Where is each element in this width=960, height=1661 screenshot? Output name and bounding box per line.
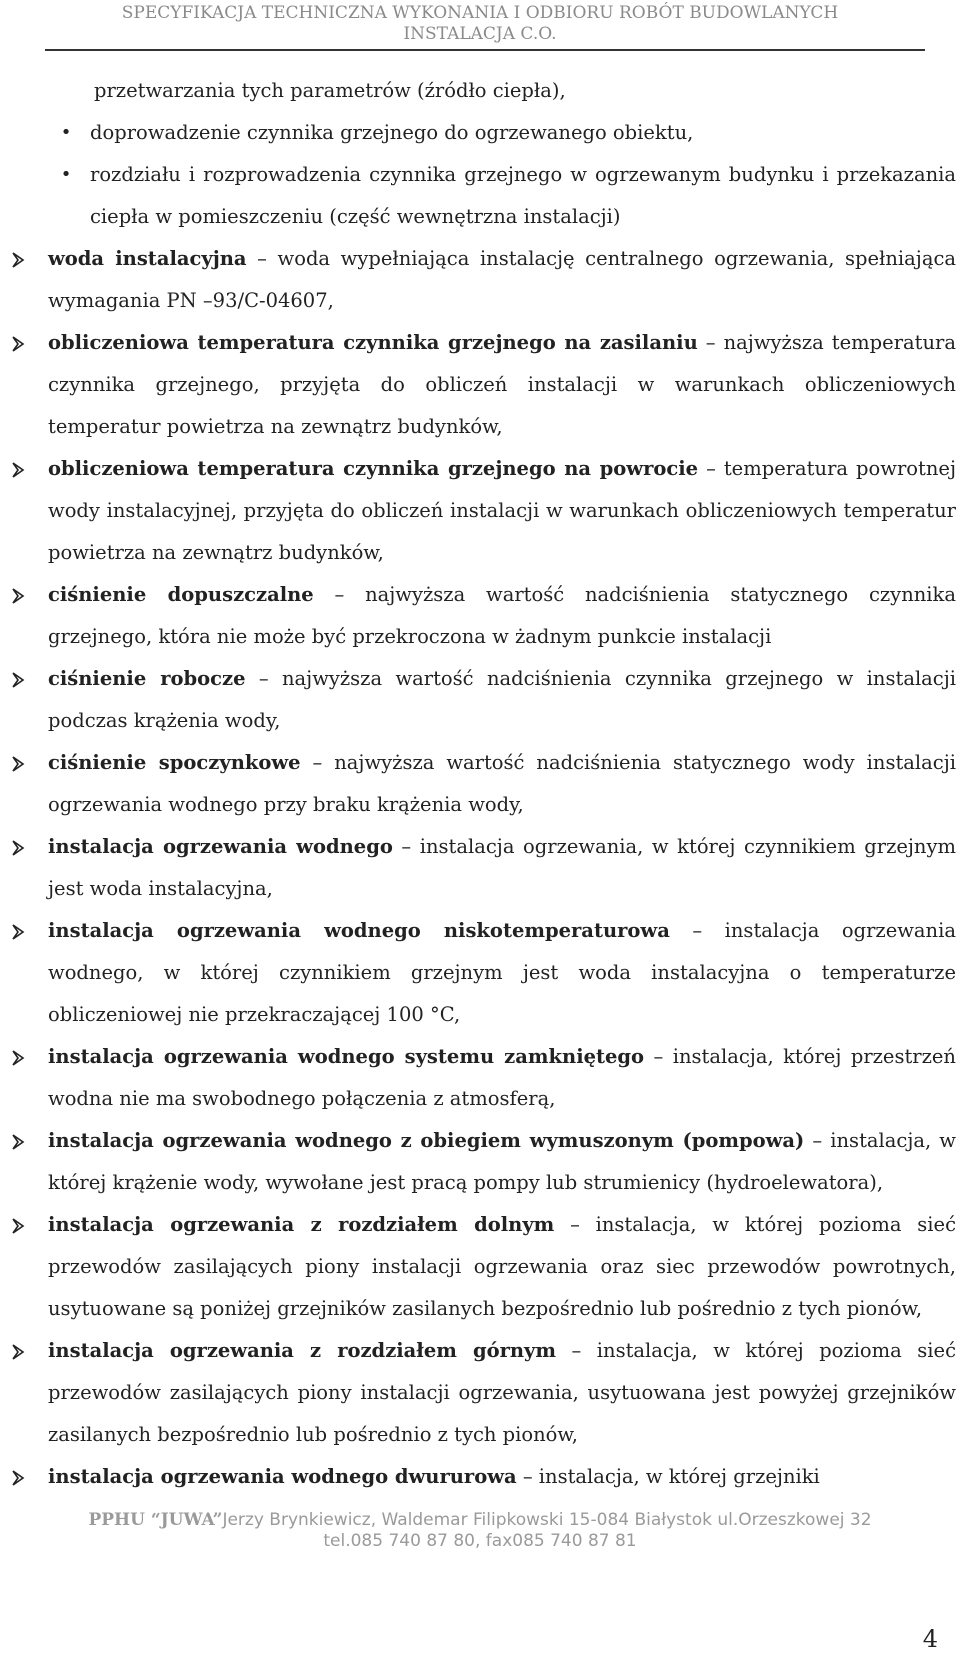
definition-text: – najwyższa wartość nadciśnienia czynnika grzejnego w instalacji podczas krążenia wody,: [48, 667, 957, 732]
list-item-text: doprowadzenie czynnika grzejnego do ogrzewanego obiektu,: [90, 121, 694, 144]
list-item-text: rozdziału i rozprowadzenia czynnika grzejnego w ogrzewanym budynku i przekazania ciepła w pomieszczeniu (część wewnętrzna instalacji): [90, 163, 956, 228]
definition-text: – instalacja ogrzewania wodnego, w której czynnikiem grzejnym jest woda instalacyjna o temperaturze obliczeniowej nie przekraczającej 100 °C,: [48, 919, 956, 1026]
footer-address: Jerzy Brynkiewicz, Waldemar Filipkowski 15-084 Białystok ul.Orzeszkowej 32: [222, 1510, 872, 1530]
definition-item: [48, 1456, 956, 1498]
definition-text: – najwyższa temperatura czynnika grzejnego, przyjęta do obliczeń instalacji w warunkach obliczeniowych temperatur powietrza na zewnątrz budynków,: [48, 331, 956, 438]
list-item: [48, 154, 956, 238]
definition-text: – temperatura powrotnej wody instalacyjnej, przyjęta do obliczeń instalacji w warunkach obliczeniowych temperatur powietrza na zewnątrz budynków,: [48, 457, 957, 564]
definition-item: [48, 448, 956, 574]
definition-term: woda instalacyjna: [48, 247, 247, 270]
definition-term: ciśnienie dopuszczalne: [48, 583, 314, 606]
definition-item: [48, 322, 956, 448]
footer-brand: PPHU “JUWA”: [88, 1510, 223, 1530]
definition-text: – instalacja, w której pozioma sieć przewodów zasilających piony instalacji ogrzewania oraz siec przewodów powrotnych, usytuowane są poniżej grzejników zasilanych bezpośrednio lub pośrednio z tych pionów,: [48, 1213, 956, 1320]
header-rule: [45, 49, 925, 51]
arrow-bullet-icon: [10, 1470, 26, 1486]
definition-item: [48, 1330, 956, 1456]
arrow-bullet-icon: [10, 1344, 26, 1360]
definition-item: [48, 826, 956, 910]
arrow-bullet-icon: [10, 252, 26, 268]
intro-continuation: przetwarzania tych parametrów (źródło ciepła),: [94, 79, 566, 102]
list-item: [48, 112, 956, 154]
definition-term: instalacja ogrzewania wodnego dwururowa: [48, 1465, 517, 1488]
definition-term: instalacja ogrzewania wodnego z obiegiem wymuszonym (pompowa): [48, 1129, 805, 1152]
footer-line-1: [0, 1510, 960, 1531]
definition-item: [48, 238, 956, 322]
definition-text: – instalacja ogrzewania, w której czynnikiem grzejnym jest woda instalacyjna,: [48, 835, 956, 900]
definition-item: [48, 574, 956, 658]
arrow-bullet-icon: [10, 462, 26, 478]
arrow-bullet-icon: [10, 588, 26, 604]
footer-contact: tel.085 740 87 80, fax085 740 87 81: [323, 1531, 637, 1551]
arrow-bullet-icon: [10, 756, 26, 772]
definition-term: ciśnienie robocze: [48, 667, 246, 690]
definition-term: instalacja ogrzewania z rozdziałem górnym: [48, 1339, 557, 1362]
definition-text: – instalacja, w której pozioma sieć przewodów zasilających piony instalacji ogrzewania, usytuowana jest powyżej grzejników zasilanych bezpośrednio lub pośrednio z tych pionów,: [48, 1339, 956, 1446]
header-subtitle: INSTALACJA C.O.: [403, 24, 557, 44]
definition-term: instalacja ogrzewania wodnego systemu zamkniętego: [48, 1045, 645, 1068]
arrow-bullet-icon: [10, 924, 26, 940]
arrow-bullet-icon: [10, 1050, 26, 1066]
arrow-bullet-icon: [10, 840, 26, 856]
definition-term: obliczeniowa temperatura czynnika grzejnego na zasilaniu: [48, 331, 698, 354]
definition-term: instalacja ogrzewania wodnego niskotemperaturowa: [48, 919, 670, 942]
definition-item: [48, 1036, 956, 1120]
definition-item: [48, 910, 956, 1036]
bullet-icon: •: [60, 122, 72, 143]
page-footer: [0, 1510, 960, 1552]
arrow-bullet-icon: [10, 1134, 26, 1150]
definition-text: – woda wypełniająca instalację centralnego ogrzewania, spełniająca wymagania PN –93/C-04607,: [48, 247, 957, 312]
definition-text: – najwyższa wartość nadciśnienia statycznego wody instalacji ogrzewania wodnego przy braku krążenia wody,: [48, 751, 956, 816]
definition-list: [48, 238, 956, 1498]
definition-term: obliczeniowa temperatura czynnika grzejnego na powrocie: [48, 457, 699, 480]
header-title: SPECYFIKACJA TECHNICZNA WYKONANIA I ODBIORU ROBÓT BUDOWLANYCH: [121, 3, 839, 23]
arrow-bullet-icon: [10, 1218, 26, 1234]
page-header: [0, 0, 960, 45]
definition-text: – instalacja, w której grzejniki: [516, 1465, 820, 1488]
page-number: 4: [922, 1625, 938, 1653]
definition-term: instalacja ogrzewania wodnego: [48, 835, 393, 858]
definition-text: – instalacja, w której krążenie wody, wywołane jest pracą pompy lub strumienicy (hydroelewatora),: [48, 1129, 956, 1194]
definition-item: [48, 1204, 956, 1330]
definition-item: [48, 658, 956, 742]
document-body: [48, 70, 956, 1498]
definition-text: – instalacja, której przestrzeń wodna nie ma swobodnego połączenia z atmosferą,: [48, 1045, 956, 1110]
definition-term: instalacja ogrzewania z rozdziałem dolnym: [48, 1213, 555, 1236]
definition-text: – najwyższa wartość nadciśnienia statycznego czynnika grzejnego, która nie może być przekroczona w żadnym punkcie instalacji: [48, 583, 956, 648]
definition-term: ciśnienie spoczynkowe: [48, 751, 301, 774]
bullet-icon: •: [60, 164, 72, 185]
definition-item: [48, 742, 956, 826]
arrow-bullet-icon: [10, 336, 26, 352]
definition-item: [48, 1120, 956, 1204]
arrow-bullet-icon: [10, 672, 26, 688]
